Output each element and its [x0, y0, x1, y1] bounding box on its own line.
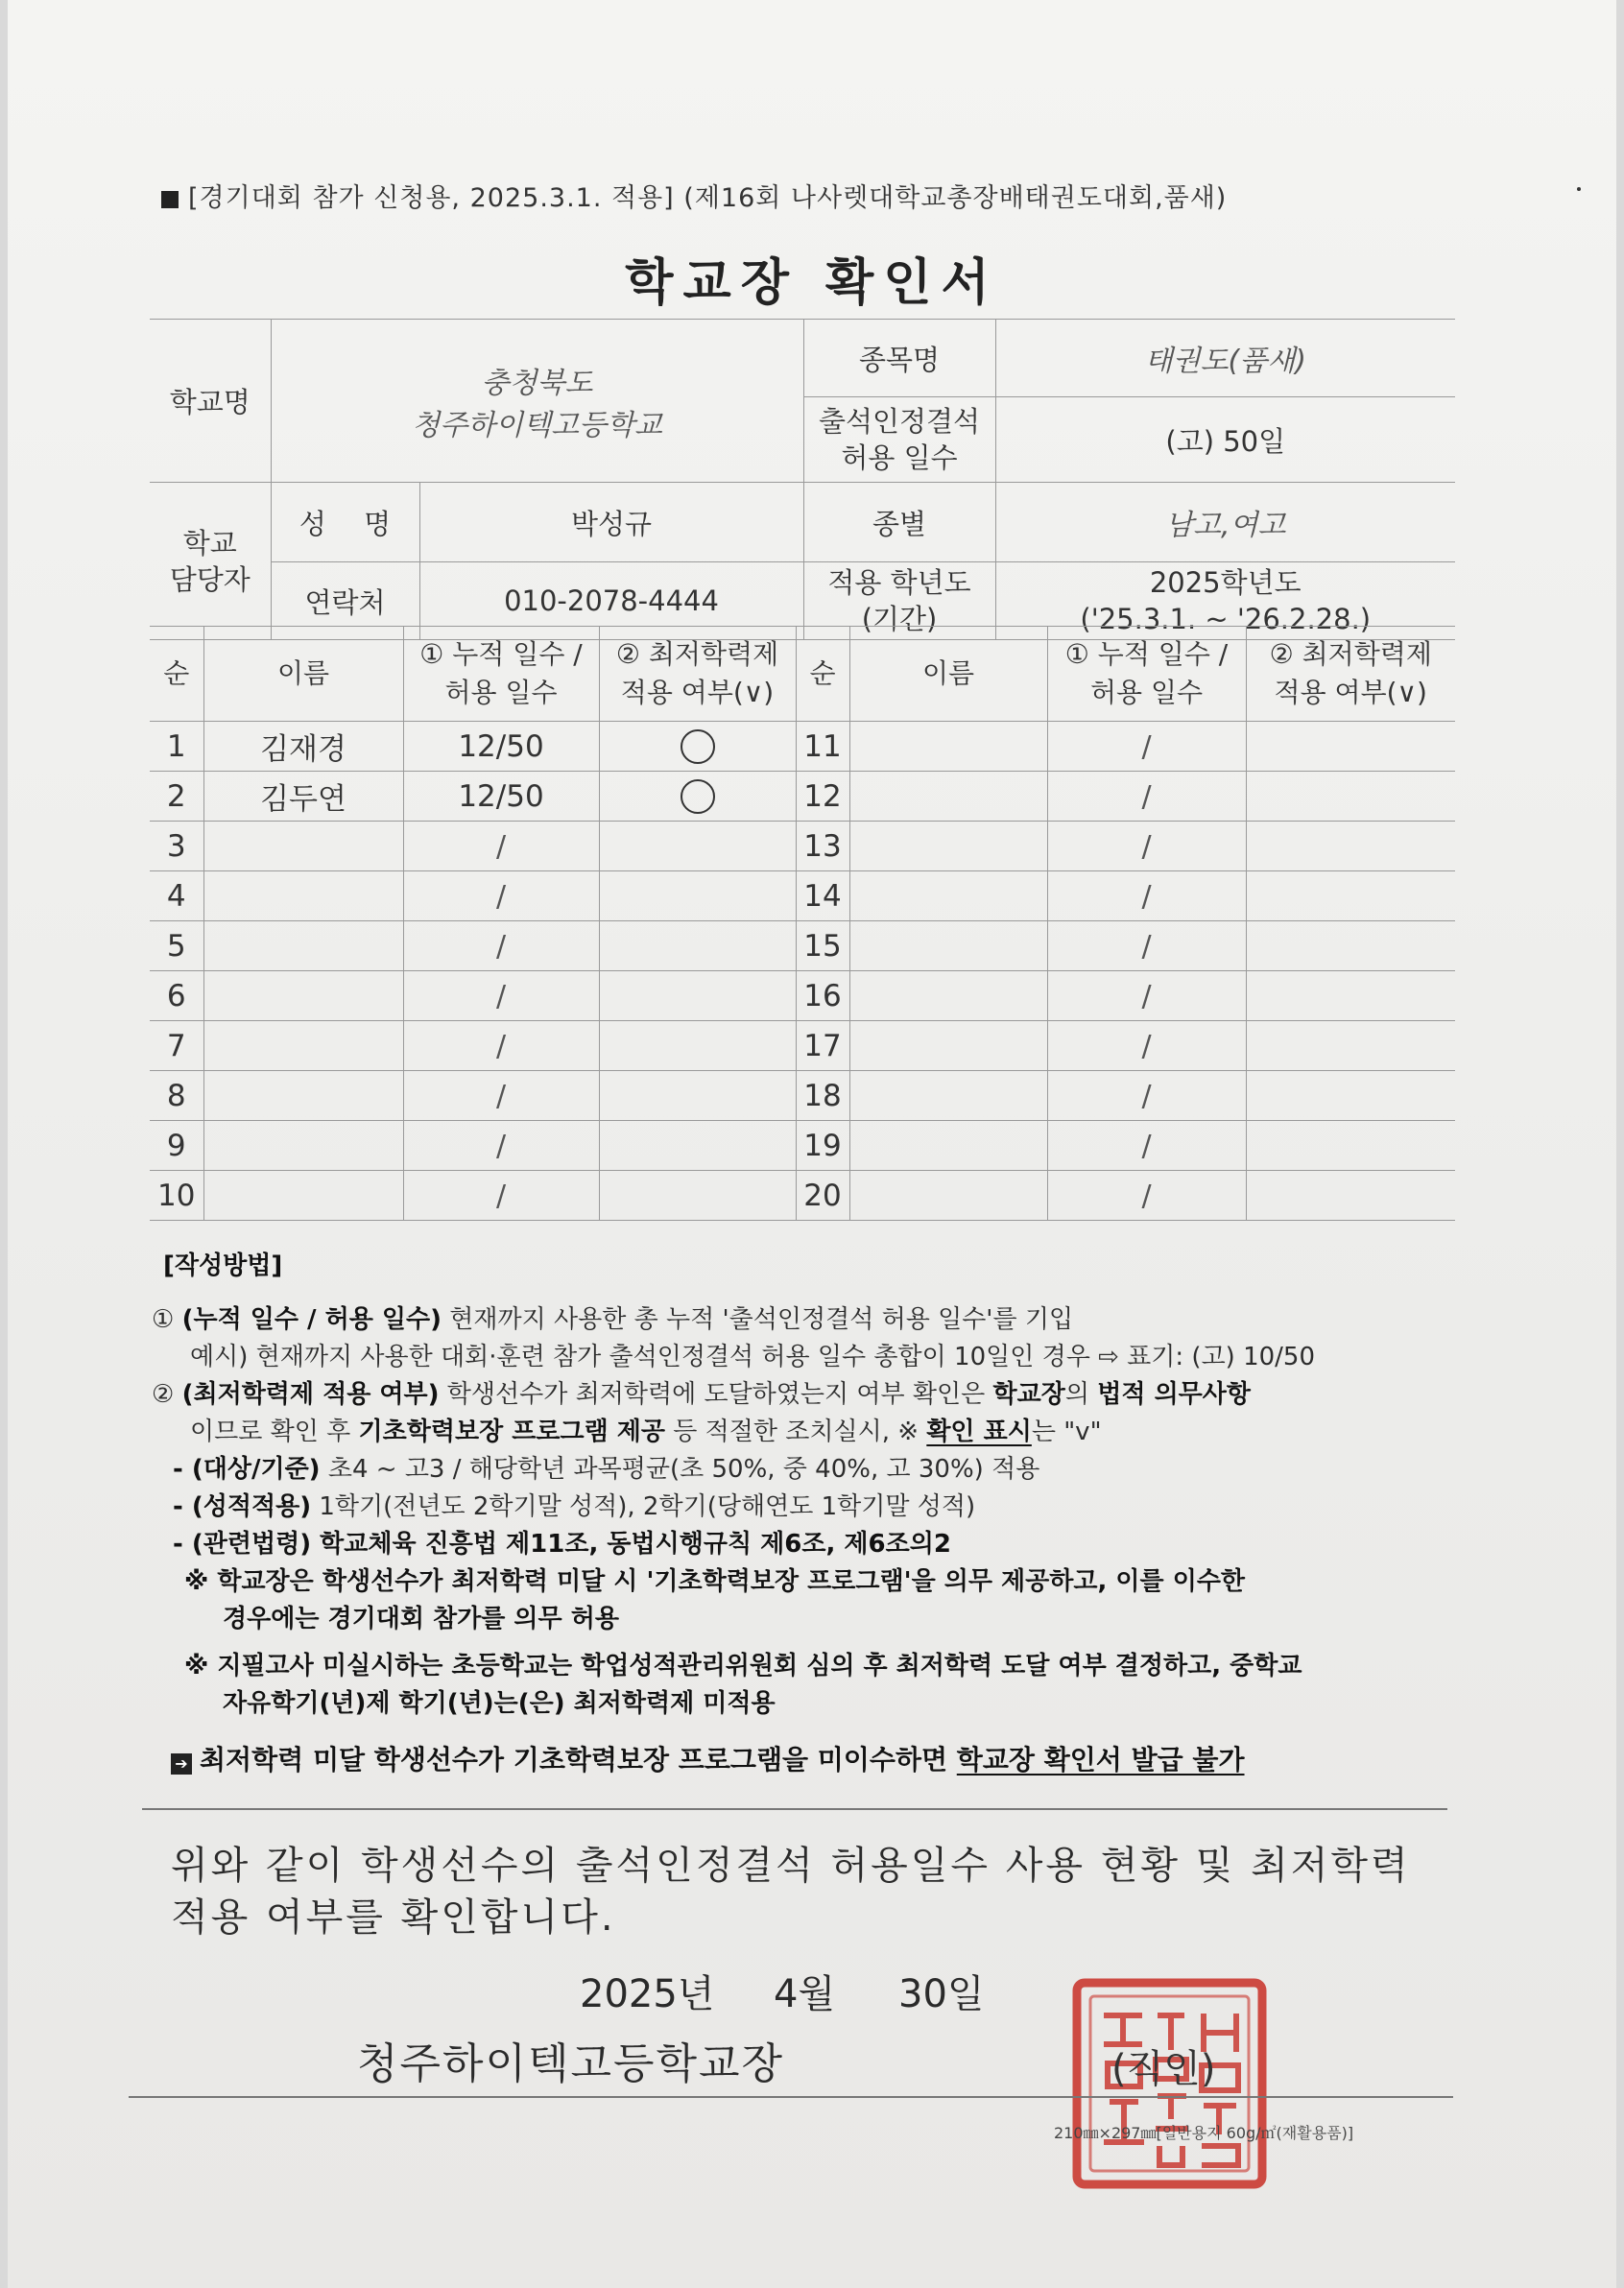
student-days-right — [1047, 1171, 1246, 1221]
document-page — [8, 0, 1616, 2288]
student-no-text: 8 — [166, 1078, 186, 1113]
student-days-text: / — [495, 979, 507, 1013]
note-2-text-a: 학생선수가 최저학력에 도달하였는지 여부 확인은 — [439, 1380, 993, 1409]
header-line — [161, 177, 1227, 214]
student-name-text: 김재경 — [260, 732, 346, 767]
school-label: 학교명 — [150, 320, 271, 483]
final-warning-text: 최저학력 미달 학생선수가 기초학력보장 프로그램을 미이수하면 — [200, 1744, 957, 1776]
student-days-text: / — [495, 929, 507, 964]
header-no: 순 — [150, 627, 203, 722]
bullet-target-bold: - (대상/기준) — [173, 1455, 321, 1484]
student-min-left — [599, 921, 796, 971]
student-days-left — [403, 1071, 599, 1121]
date-year: 2025년 — [580, 1972, 715, 2016]
student-no-left — [150, 772, 203, 822]
divider-top — [142, 1808, 1447, 1810]
note-2-text-c: 의 — [1064, 1380, 1098, 1409]
event-value: 태권도(품새) — [995, 320, 1455, 397]
event-label: 종목명 — [803, 320, 995, 397]
ink-dot — [1577, 187, 1581, 191]
student-name-right — [849, 871, 1047, 921]
student-min-right — [1246, 971, 1455, 1021]
note-2-mark: ② — [152, 1380, 175, 1409]
student-days-left — [403, 871, 599, 921]
student-days-right — [1047, 822, 1246, 871]
student-days-text: 12/50 — [458, 728, 544, 764]
student-no-text: 13 — [803, 828, 842, 864]
student-no-right — [796, 921, 849, 971]
student-days-right — [1047, 1121, 1246, 1171]
school-province: 충청북도 — [481, 366, 593, 400]
header-no-right: 순 — [796, 627, 849, 722]
year-label-line2: (기간) — [861, 603, 938, 635]
student-name-left — [203, 971, 403, 1021]
page-title: 학교장 확인서 — [625, 254, 999, 312]
arrow-box-icon: ➔ — [171, 1753, 192, 1775]
student-min-right — [1246, 871, 1455, 921]
student-no-right — [796, 1171, 849, 1221]
note-1-mark: ① — [152, 1305, 175, 1334]
note-2-line2 — [190, 1414, 1102, 1451]
student-no-text: 18 — [803, 1078, 842, 1113]
school-value — [271, 320, 803, 483]
note-2 — [152, 1376, 1251, 1414]
student-min-right — [1246, 1021, 1455, 1071]
student-no-text: 15 — [803, 928, 842, 964]
header-line-text: [경기대회 참가 신청용, 2025.3.1. 적용] (제16회 나사렛대학교총장배태권도대회,품새) — [188, 183, 1228, 213]
student-days-left — [403, 822, 599, 871]
name-value: 박성규 — [419, 483, 803, 562]
header-min-line2: 적용 여부(∨) — [620, 677, 775, 708]
remark-1-line1: ※ 학교장은 학생선수가 최저학력 미달 시 '기초학력보장 프로그램'을 의무 제공하고, 이를 이수한 — [184, 1567, 1246, 1596]
student-min-right — [1246, 772, 1455, 822]
date-day: 30일 — [898, 1972, 985, 2016]
circle-mark-icon — [681, 729, 715, 764]
bullet-target — [173, 1451, 1039, 1489]
table-row — [150, 822, 1455, 871]
student-days-left — [403, 921, 599, 971]
student-no-right — [796, 822, 849, 871]
student-no-text: 3 — [166, 828, 186, 864]
student-no-left — [150, 1171, 203, 1221]
header-days-right — [1047, 627, 1246, 722]
student-name-left — [203, 822, 403, 871]
student-days-right — [1047, 772, 1246, 822]
header-days-right-line2: 허용 일수 — [1089, 677, 1204, 708]
student-min-left — [599, 1071, 796, 1121]
remark-2-line2: 자유학기(년)제 학기(년)는(은) 최저학력제 미적용 — [223, 1689, 776, 1718]
student-days-right — [1047, 971, 1246, 1021]
student-days-text: / — [1141, 929, 1152, 964]
note-1-bold: (누적 일수 / 허용 일수) — [181, 1305, 442, 1334]
type-label: 종별 — [803, 483, 995, 562]
type-value: 남고,여고 — [995, 483, 1455, 562]
seal-label: (직인) — [1111, 2047, 1216, 2091]
student-name-right — [849, 1021, 1047, 1071]
student-no-text: 9 — [166, 1128, 186, 1163]
student-min-right — [1246, 921, 1455, 971]
header-days-right-line1: ① 누적 일수 / — [1064, 638, 1229, 670]
student-no-left — [150, 971, 203, 1021]
allow-days-value: (고) 50일 — [995, 397, 1455, 483]
student-no-left — [150, 921, 203, 971]
student-days-left — [403, 772, 599, 822]
note-1 — [152, 1301, 1073, 1339]
student-no-right — [796, 971, 849, 1021]
student-days-text: / — [1141, 729, 1152, 764]
student-no-text: 1 — [166, 728, 186, 764]
student-no-text: 10 — [157, 1178, 196, 1213]
student-days-text: / — [1141, 1179, 1152, 1213]
student-no-right — [796, 772, 849, 822]
header-name-right: 이름 — [849, 627, 1047, 722]
student-days-left — [403, 722, 599, 772]
student-name-right — [849, 971, 1047, 1021]
student-name-text: 김두연 — [260, 782, 346, 817]
table-row — [150, 1121, 1455, 1171]
final-warning — [171, 1741, 1245, 1778]
student-days-right — [1047, 1021, 1246, 1071]
manager-label-line2: 담당자 — [169, 562, 251, 596]
student-name-right — [849, 921, 1047, 971]
table-row — [150, 1171, 1455, 1221]
student-min-right — [1246, 722, 1455, 772]
info-table — [150, 319, 1455, 640]
table-row — [150, 772, 1455, 822]
student-days-left — [403, 1121, 599, 1171]
student-no-text: 7 — [166, 1028, 186, 1063]
student-name-right — [849, 1121, 1047, 1171]
student-name-left — [203, 1021, 403, 1071]
student-no-right — [796, 871, 849, 921]
student-days-left — [403, 1171, 599, 1221]
student-no-right — [796, 1021, 849, 1071]
note-2-bold-b: 학교장 — [992, 1380, 1065, 1409]
student-days-text: 12/50 — [458, 778, 544, 814]
student-days-text: / — [1141, 1129, 1152, 1163]
final-warning-underline: 학교장 확인서 발급 불가 — [956, 1744, 1245, 1776]
student-days-text: / — [495, 1029, 507, 1063]
circle-mark-icon — [681, 779, 715, 814]
student-no-text: 19 — [803, 1128, 842, 1163]
table-row — [150, 1071, 1455, 1121]
student-no-right — [796, 1121, 849, 1171]
student-no-left — [150, 871, 203, 921]
table-row — [150, 921, 1455, 971]
student-min-left — [599, 1021, 796, 1071]
student-days-text: / — [495, 1079, 507, 1113]
confirm-line-2: 적용 여부를 확인합니다. — [171, 1895, 616, 1940]
note-1-text: 현재까지 사용한 총 누적 '출석인정결석 허용 일수'를 기입 — [441, 1305, 1074, 1334]
student-no-text: 20 — [803, 1178, 842, 1213]
notes-heading: [작성방법] — [163, 1251, 283, 1280]
student-days-text: / — [1141, 1079, 1152, 1113]
student-no-left — [150, 1121, 203, 1171]
student-days-right — [1047, 921, 1246, 971]
student-name-right — [849, 822, 1047, 871]
square-bullet-icon — [161, 191, 179, 208]
student-no-left — [150, 722, 203, 772]
header-days — [403, 627, 599, 722]
student-min-left — [599, 1121, 796, 1171]
student-no-left — [150, 822, 203, 871]
allow-label-line1: 출석인정결석 — [818, 405, 981, 438]
note-2-line2-c: 는 "v" — [1031, 1418, 1102, 1446]
note-2-line2-b: 등 적절한 조치실시, ※ — [665, 1418, 927, 1446]
student-no-text: 17 — [803, 1028, 842, 1063]
student-no-right — [796, 722, 849, 772]
header-min — [599, 627, 796, 722]
student-days-left — [403, 1021, 599, 1071]
note-2-line2-bold: 기초학력보장 프로그램 제공 — [358, 1418, 665, 1446]
table-row — [150, 971, 1455, 1021]
contact-label: 연락처 — [271, 562, 419, 640]
contact-value: 010-2078-4444 — [419, 562, 803, 640]
manager-label — [150, 483, 271, 640]
paper-spec-footer: 210㎜×297㎜[일반용지 60g/㎡(재활용품)] — [1054, 2124, 1354, 2142]
school-name: 청주하이텍고등학교 — [412, 408, 662, 442]
student-days-text: / — [1141, 829, 1152, 864]
student-days-text: / — [1141, 779, 1152, 814]
header-min-line1: ② 최저학력제 — [615, 638, 779, 670]
student-min-left — [599, 871, 796, 921]
header-days-line1: ① 누적 일수 / — [419, 638, 583, 670]
student-days-text: / — [1141, 979, 1152, 1013]
student-no-left — [150, 1021, 203, 1071]
student-days-right — [1047, 1071, 1246, 1121]
note-2-line2-underline: 확인 표시 — [926, 1418, 1032, 1446]
student-name-right — [849, 722, 1047, 772]
table-row — [150, 1021, 1455, 1071]
year-value-line2: ('25.3.1. ~ '26.2.28.) — [1080, 603, 1372, 635]
note-1-example: 예시) 현재까지 사용한 대회·훈련 참가 출석인정결석 허용 일수 총합이 10일인 경우 ⇨ 표기: (고) 10/50 — [190, 1343, 1316, 1371]
year-value-line1: 2025학년도 — [1149, 566, 1302, 599]
student-min-left — [599, 1171, 796, 1221]
note-2-bold-d: 법적 의무사항 — [1097, 1380, 1252, 1409]
header-name: 이름 — [203, 627, 403, 722]
header-days-line2: 허용 일수 — [444, 677, 558, 708]
student-days-text: / — [495, 829, 507, 864]
year-label-line1: 적용 학년도 — [827, 566, 971, 599]
student-min-left — [599, 822, 796, 871]
table-row — [150, 722, 1455, 772]
allow-days-label — [803, 397, 995, 483]
student-min-right — [1246, 1121, 1455, 1171]
note-2-line2-a: 이므로 확인 후 — [190, 1418, 359, 1446]
remark-2-line1: ※ 지필고사 미실시하는 초등학교는 학업성적관리위원회 심의 후 최저학력 도달 여부 결정하고, 중학교 — [184, 1652, 1302, 1680]
header-min-right-line2: 적용 여부(∨) — [1274, 677, 1427, 708]
student-min-right — [1246, 822, 1455, 871]
manager-label-line1: 학교 — [182, 526, 237, 560]
student-no-left — [150, 1071, 203, 1121]
student-no-text: 12 — [803, 778, 842, 814]
student-name-left — [203, 921, 403, 971]
remark-1-line2: 경우에는 경기대회 참가를 의무 허용 — [223, 1605, 619, 1633]
student-no-text: 6 — [166, 978, 186, 1013]
student-min-left — [599, 722, 796, 772]
student-min-left — [599, 772, 796, 822]
student-min-left — [599, 971, 796, 1021]
student-no-text: 2 — [166, 778, 186, 814]
student-name-right — [849, 1171, 1047, 1221]
student-name-right — [849, 1071, 1047, 1121]
student-min-right — [1246, 1171, 1455, 1221]
student-no-right — [796, 1071, 849, 1121]
divider-bottom — [129, 2096, 1453, 2098]
student-no-text: 11 — [803, 728, 842, 764]
student-days-right — [1047, 722, 1246, 772]
bullet-grade-bold: - (성적적용) — [173, 1492, 312, 1521]
principal-name: 청주하이텍고등학교장 — [357, 2039, 785, 2088]
bullet-grade — [173, 1489, 975, 1526]
note-2-bold: (최저학력제 적용 여부) — [181, 1380, 440, 1409]
student-no-text: 5 — [166, 928, 186, 964]
student-days-right — [1047, 871, 1246, 921]
student-days-text: / — [495, 879, 507, 914]
confirm-line-1: 위와 같이 학생선수의 출석인정결석 허용일수 사용 현황 및 최저학력 — [171, 1844, 1411, 1888]
student-days-text: / — [495, 1129, 507, 1163]
student-no-text: 16 — [803, 978, 842, 1013]
student-days-text: / — [495, 1179, 507, 1213]
students-table — [150, 626, 1455, 1221]
bullet-law: - (관련법령) 학교체육 진흥법 제11조, 동법시행규칙 제6조, 제6조의2 — [173, 1530, 951, 1559]
student-name-left — [203, 1071, 403, 1121]
allow-label-line2: 허용 일수 — [841, 441, 958, 474]
bullet-grade-text: 1학기(전년도 2학기말 성적), 2학기(당해연도 1학기말 성적) — [311, 1492, 976, 1521]
student-days-text: / — [1141, 1029, 1152, 1063]
header-min-right — [1246, 627, 1455, 722]
student-name-left — [203, 772, 403, 822]
student-days-left — [403, 971, 599, 1021]
name-label: 성 명 — [271, 483, 419, 562]
student-name-left — [203, 1171, 403, 1221]
student-min-right — [1246, 1071, 1455, 1121]
student-no-text: 4 — [166, 878, 186, 914]
header-min-right-line1: ② 최저학력제 — [1269, 638, 1432, 670]
date-month: 4월 — [774, 1972, 836, 2016]
student-no-text: 14 — [803, 878, 842, 914]
student-name-left — [203, 1121, 403, 1171]
student-name-right — [849, 772, 1047, 822]
student-days-text: / — [1141, 879, 1152, 914]
student-name-left — [203, 722, 403, 772]
bullet-target-text: 초4 ~ 고3 / 해당학년 과목평균(초 50%, 중 40%, 고 30%) 적용 — [320, 1455, 1040, 1484]
students-header-row — [150, 627, 1455, 722]
student-name-left — [203, 871, 403, 921]
table-row — [150, 871, 1455, 921]
